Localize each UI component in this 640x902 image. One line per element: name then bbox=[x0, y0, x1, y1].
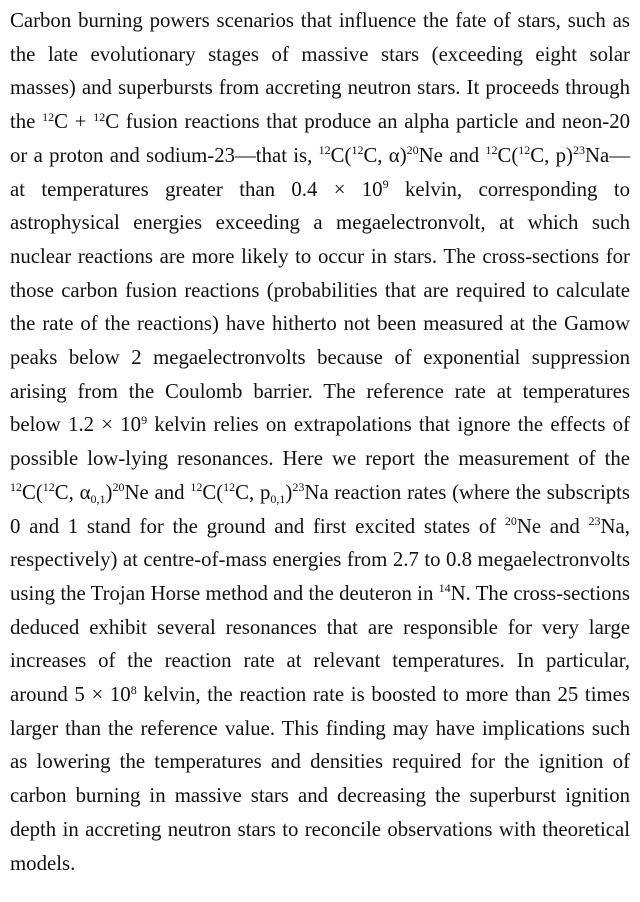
abstract-text: Ne and bbox=[418, 143, 486, 167]
superscript: 23 bbox=[292, 480, 305, 495]
superscript: 12 bbox=[10, 480, 22, 495]
abstract-text: Ne and bbox=[516, 514, 589, 538]
superscript: 23 bbox=[588, 514, 601, 529]
superscript: 23 bbox=[572, 143, 585, 158]
abstract-text: Na reaction rates (where the subscripts 0 and 1 stand for the ground and first excited states of bbox=[10, 480, 630, 538]
abstract-text: C, p bbox=[235, 480, 271, 504]
abstract-text: C fusion reactions that produce an alpha particle and neon-20 or a proton and sodium-23—that is, bbox=[10, 110, 631, 167]
abstract-text: kelvin, the reaction rate is boosted to more than 25 times larger than the reference value. This finding may have implications such as lowering the temperatures and densities required for the ignition of carbon burning in massive stars and decreasing the superburst ignition depth in accreting neutron stars to reconcile observations with theoretical models. bbox=[10, 683, 630, 875]
subscript: 0,1 bbox=[270, 492, 286, 507]
subscript: 0,1 bbox=[90, 492, 106, 507]
superscript: 20 bbox=[406, 143, 419, 158]
abstract-text: kelvin, corresponding to astrophysical energies exceeding a megaelectronvolt, at which such nuclear reactions are more likely to occur in stars. The cross-sections for those carbon fusion reactions (probabilities that are required to calculate the rate of the reactions) have hitherto not been measured at the Gamow peaks below 2 megaelectronvolts because of exponential suppression arising from the Coulomb barrier. The reference rate at temperatures below 1.2 × 10 bbox=[10, 177, 630, 437]
abstract-text: Ne and bbox=[124, 480, 191, 504]
superscript: 9 bbox=[382, 177, 389, 192]
abstract-text: Carbon burning powers scenarios that influence the fate of stars, such as the late evolutionary stages of massive stars (exceeding eight solar masses) and superbursts from accreting neutron stars. It proceeds through the bbox=[10, 9, 630, 134]
superscript: 12 bbox=[190, 480, 203, 495]
superscript: 12 bbox=[93, 109, 106, 124]
superscript: 12 bbox=[42, 109, 55, 124]
superscript: 8 bbox=[130, 682, 137, 697]
superscript: 12 bbox=[351, 143, 364, 158]
abstract-text: C, p) bbox=[530, 143, 573, 167]
abstract-text: ) bbox=[285, 480, 293, 504]
superscript: 12 bbox=[518, 143, 531, 158]
superscript: 9 bbox=[141, 412, 148, 427]
abstract-text: C + bbox=[54, 110, 94, 134]
abstract-text: C, α bbox=[54, 480, 91, 504]
abstract-text: C( bbox=[497, 143, 519, 167]
abstract-text: Na—at temperatures greater than 0.4 × 10 bbox=[10, 143, 631, 201]
superscript: 20 bbox=[504, 514, 517, 529]
abstract-text: Na, respectively) at centre-of-mass energies from 2.7 to 0.8 megaelectronvolts using the Trojan Horse method and the deuteron in bbox=[10, 514, 630, 605]
superscript: 12 bbox=[42, 480, 55, 495]
abstract-text: kelvin relies on extrapolations that ignore the effects of possible low-lying resonances. Here we report the measurement of the bbox=[10, 413, 630, 471]
superscript: 20 bbox=[112, 480, 125, 495]
abstract-text: C( bbox=[22, 480, 43, 504]
superscript: 12 bbox=[485, 143, 498, 158]
abstract-text: C( bbox=[202, 480, 224, 504]
abstract-text: N. The cross-sections deduced exhibit several resonances that are responsible for very large increases of the reaction rate at relevant temperatures. In particular, around 5 × 10 bbox=[10, 581, 630, 707]
abstract-text: C( bbox=[330, 143, 352, 167]
superscript: 12 bbox=[223, 480, 236, 495]
abstract-paragraph bbox=[10, 4, 630, 880]
abstract-text: ) bbox=[105, 480, 113, 504]
superscript: 14 bbox=[438, 581, 451, 596]
superscript: 12 bbox=[318, 143, 331, 158]
abstract-text: C, α) bbox=[363, 143, 407, 167]
